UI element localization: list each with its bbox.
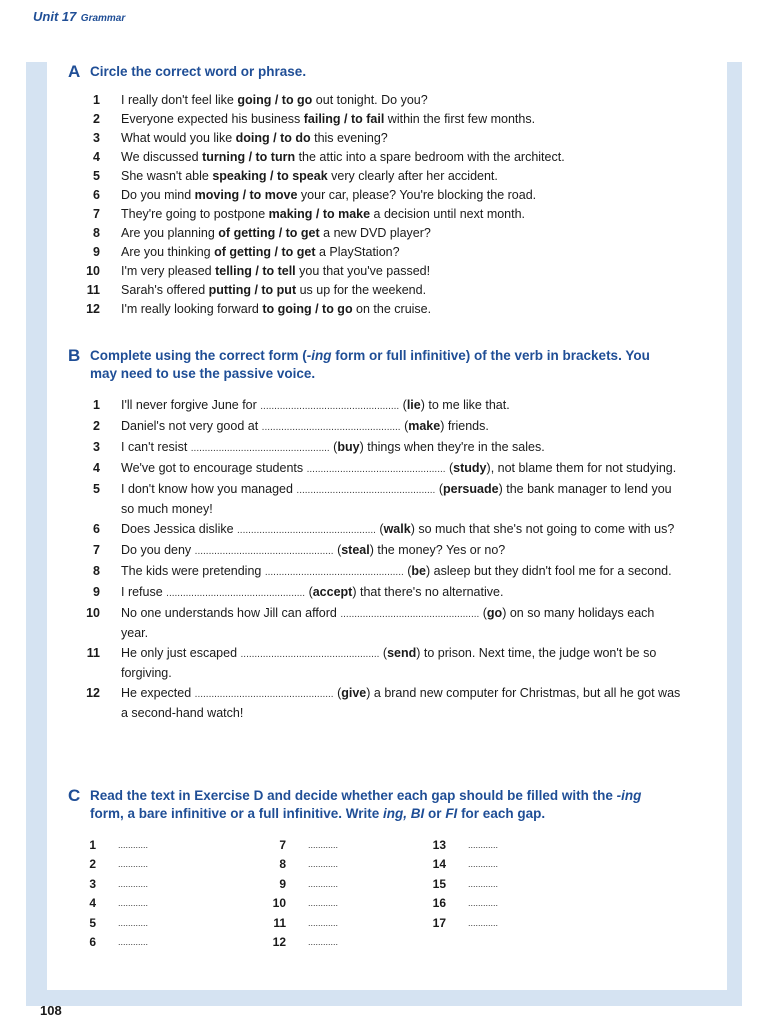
- sentence-end: out tonight. Do you?: [312, 93, 428, 107]
- sentence-start: I can't resist: [121, 440, 191, 454]
- gap-number: 11: [273, 915, 286, 930]
- gap-number: 15: [432, 876, 446, 891]
- question-text: No one understands how Jill can afford .................................................. (go) on so many holidays each year.: [121, 606, 655, 640]
- answer-blank[interactable]: ............: [308, 898, 339, 909]
- answer-options[interactable]: to going / to go: [262, 302, 353, 316]
- answer-blank[interactable]: ............: [468, 898, 499, 909]
- question-item: [74, 91, 683, 110]
- question-text: [121, 148, 683, 167]
- sentence-end: asleep but they didn't fool me for a second.: [430, 564, 672, 578]
- answer-column-2: [264, 836, 338, 952]
- answer-blank[interactable]: ............: [308, 840, 339, 850]
- question-number: 8: [93, 564, 100, 578]
- sentence-start: Daniel's not very good at: [121, 419, 262, 433]
- answer-blank[interactable]: ............: [118, 878, 149, 889]
- section-c-title: Read the text in Exercise D and decide whether each gap should be filled with the -ing form, a bare infinitive or a full infinitive. Write ing, BI or FI for each gap.: [90, 788, 642, 821]
- verb-prompt: accept: [312, 585, 353, 599]
- section-a-list: [74, 91, 683, 319]
- answer-gap[interactable]: ..................................................: [240, 649, 380, 660]
- sentence-start: Are you thinking: [121, 245, 215, 259]
- question-number: 2: [93, 112, 100, 126]
- answer-gap[interactable]: ..................................................: [340, 609, 480, 620]
- answer-blank[interactable]: ............: [308, 878, 339, 889]
- section-b-heading: [68, 347, 670, 383]
- gap-number: 14: [432, 857, 446, 872]
- sentence-start: I refuse: [121, 585, 167, 599]
- answer-row: [74, 914, 148, 933]
- question-number: 2: [93, 419, 100, 433]
- question-item: [74, 417, 683, 437]
- sentence-start: She wasn't able: [121, 169, 213, 183]
- question-item: [74, 262, 683, 281]
- verb-prompt: lie: [406, 398, 421, 412]
- section-b-letter: B: [68, 346, 81, 365]
- answer-row: [424, 894, 498, 913]
- question-text: The kids were pretending .................................................. (be) asleep but they didn't fool me for a second.: [121, 564, 672, 578]
- question-text: [121, 167, 683, 186]
- question-text: [121, 281, 683, 300]
- answer-blank[interactable]: ............: [308, 937, 339, 948]
- answer-gap[interactable]: ..................................................: [166, 588, 306, 599]
- answer-blank[interactable]: ............: [468, 840, 499, 850]
- sentence-start: What would you like: [121, 131, 236, 145]
- gap-number: 13: [432, 838, 446, 852]
- sentence-end: your car, please? You're blocking the road.: [297, 188, 537, 202]
- sentence-end: on the cruise.: [352, 302, 432, 316]
- sentence-start: Do you deny: [121, 543, 195, 557]
- answer-row: [264, 836, 338, 855]
- sentence-start: I don't know how you managed: [121, 482, 297, 496]
- question-item: [74, 644, 683, 683]
- answer-gap[interactable]: ..................................................: [264, 567, 404, 578]
- sentence-end: you that you've passed!: [295, 264, 431, 278]
- question-number: 9: [93, 585, 100, 599]
- section-b-list: [74, 396, 683, 724]
- question-number: 1: [93, 93, 100, 107]
- answer-options[interactable]: speaking / to speak: [212, 169, 328, 183]
- question-text: We've got to encourage students .................................................. (study), not blame them for not studying.: [121, 461, 677, 475]
- sentence-end: a new DVD player?: [319, 226, 431, 240]
- answer-blank[interactable]: ............: [118, 917, 149, 928]
- answer-column-1: [74, 836, 148, 952]
- question-number: 7: [93, 543, 100, 557]
- sentence-end: friends.: [444, 419, 489, 433]
- gap-number: 6: [89, 935, 96, 950]
- question-item: [74, 520, 683, 540]
- sentence-start: I really don't feel like: [121, 93, 238, 107]
- question-text: I refuse .................................................. (accept) that there's no alternative.: [121, 585, 504, 599]
- answer-blank[interactable]: ............: [308, 917, 339, 928]
- question-text: [121, 91, 683, 110]
- answer-row: [424, 914, 498, 933]
- gap-number: 1: [89, 838, 96, 852]
- answer-gap[interactable]: ..................................................: [194, 689, 334, 700]
- answer-row: [74, 836, 148, 855]
- question-item: [74, 300, 683, 319]
- page-number: 108: [40, 1003, 62, 1018]
- question-text: I don't know how you managed .................................................. (persuade) the bank manager to lend you so much money!: [121, 482, 672, 516]
- answer-row: [424, 836, 498, 855]
- answer-options[interactable]: failing / to fail: [303, 112, 385, 126]
- answer-row: [264, 914, 338, 933]
- answer-row: [264, 933, 338, 952]
- question-number: 10: [86, 606, 100, 620]
- question-item: [74, 129, 683, 148]
- section-c-heading: [68, 787, 670, 823]
- sentence-start: Everyone expected his business: [121, 112, 304, 126]
- question-number: 6: [93, 522, 100, 536]
- question-item: [74, 224, 683, 243]
- question-text: I'll never forgive June for .................................................. (lie) to me like that.: [121, 398, 510, 412]
- verb-prompt: be: [411, 564, 426, 578]
- question-number: 7: [93, 207, 100, 221]
- sentence-end: a decision until next month.: [370, 207, 526, 221]
- section-b-title: Complete using the correct form (-ing form or full infinitive) of the verb in brackets. You may need to use the passive voice.: [90, 348, 650, 381]
- answer-blank[interactable]: ............: [118, 840, 149, 850]
- gap-number: 2: [89, 857, 96, 872]
- question-text: He expected .................................................. (give) a brand new computer for Christmas, but all he got was a second-hand watch!: [121, 686, 681, 720]
- sentence-start: I'm very pleased: [121, 264, 216, 278]
- answer-row: [74, 933, 148, 952]
- sentence-start: He expected: [121, 686, 195, 700]
- question-text: Do you deny .................................................. (steal) the money? Yes or no?: [121, 543, 506, 557]
- question-text: Does Jessica dislike .................................................. (walk) so much that she's not going to come with us?: [121, 522, 675, 536]
- question-item: [74, 480, 683, 519]
- answer-gap[interactable]: ..................................................: [261, 422, 401, 433]
- question-item: [74, 604, 683, 643]
- question-item: [74, 684, 683, 723]
- sentence-end: so much that she's not going to come with us?: [414, 522, 675, 536]
- answer-options[interactable]: of getting / to get: [218, 226, 320, 240]
- question-item: [74, 459, 683, 479]
- verb-prompt: send: [387, 646, 417, 660]
- question-text: [121, 186, 683, 205]
- question-text: Daniel's not very good at .................................................. (make) friends.: [121, 419, 489, 433]
- sentence-end: to me like that.: [424, 398, 510, 412]
- answer-column-3: [424, 836, 498, 933]
- question-number: 8: [93, 226, 100, 240]
- question-text: [121, 224, 683, 243]
- sentence-end: that there's no alternative.: [356, 585, 504, 599]
- sentence-start: No one understands how Jill can afford: [121, 606, 341, 620]
- sentence-end: very clearly after her accident.: [327, 169, 498, 183]
- sentence-start: I'll never forgive June for: [121, 398, 261, 412]
- answer-options[interactable]: moving / to move: [194, 188, 298, 202]
- verb-prompt: study: [453, 461, 487, 475]
- sentence-end: a PlayStation?: [315, 245, 400, 259]
- section-a-heading: [68, 63, 670, 81]
- answer-gap[interactable]: ..................................................: [306, 464, 446, 475]
- sentence-start: Do you mind: [121, 188, 195, 202]
- sentence-start: I'm really looking forward: [121, 302, 263, 316]
- answer-gap[interactable]: ..................................................: [296, 485, 436, 496]
- question-number: 9: [93, 245, 100, 259]
- gap-number: 16: [432, 896, 446, 911]
- sentence-end: a brand new computer for Christmas, but all he got was a second-hand watch!: [121, 686, 681, 720]
- question-item: [74, 205, 683, 224]
- sentence-end: us up for the weekend.: [296, 283, 427, 297]
- question-number: 11: [86, 283, 100, 297]
- sentence-end: the bank manager to lend you so much money!: [121, 482, 672, 516]
- verb-prompt: steal: [341, 543, 370, 557]
- question-text: [121, 300, 683, 319]
- question-text: [121, 205, 683, 224]
- question-text: [121, 129, 683, 148]
- section-a-title: Circle the correct word or phrase.: [90, 64, 307, 79]
- question-text: [121, 262, 683, 281]
- answer-options[interactable]: turning / to turn: [202, 150, 296, 164]
- verb-prompt: give: [341, 686, 367, 700]
- question-item: [74, 562, 683, 582]
- gap-number: 3: [89, 876, 96, 891]
- answer-row: [74, 855, 148, 874]
- question-number: 4: [93, 461, 100, 475]
- question-item: [74, 396, 683, 416]
- question-number: 3: [93, 131, 100, 145]
- sentence-end: this evening?: [310, 131, 388, 145]
- question-number: 6: [93, 188, 100, 202]
- verb-prompt: go: [486, 606, 503, 620]
- question-number: 3: [93, 440, 100, 454]
- question-item: [74, 281, 683, 300]
- question-text: [121, 243, 683, 262]
- sentence-end: to prison. Next time, the judge won't be so forgiving.: [121, 646, 657, 680]
- verb-prompt: persuade: [442, 482, 499, 496]
- section-a-letter: A: [68, 62, 81, 81]
- sentence-end: , not blame them for not studying.: [490, 461, 677, 475]
- sentence-end: the money? Yes or no?: [373, 543, 506, 557]
- sentence-start: They're going to postpone: [121, 207, 269, 221]
- unit-label: Unit 17: [33, 9, 77, 24]
- section-c-letter: C: [68, 786, 81, 805]
- question-text: [121, 110, 683, 129]
- answer-gap[interactable]: ..................................................: [237, 525, 376, 536]
- answer-gap[interactable]: ..................................................: [194, 546, 334, 557]
- question-item: [74, 541, 683, 561]
- verb-prompt: buy: [337, 440, 360, 454]
- gap-number: 5: [89, 915, 96, 930]
- sentence-end: the attic into a spare bedroom with the architect.: [295, 150, 565, 164]
- question-number: 11: [86, 646, 100, 660]
- gap-number: 17: [432, 915, 446, 930]
- answer-options[interactable]: making / to make: [268, 207, 371, 221]
- gap-number: 10: [272, 896, 286, 911]
- answer-blank[interactable]: ............: [468, 878, 499, 889]
- unit-header: [33, 8, 125, 26]
- answer-options[interactable]: doing / to do: [235, 131, 311, 145]
- answer-options[interactable]: telling / to tell: [215, 264, 296, 278]
- answer-blank[interactable]: ............: [118, 859, 149, 870]
- unit-section: Grammar: [80, 13, 126, 24]
- verb-prompt: make: [408, 419, 441, 433]
- question-item: [74, 583, 683, 603]
- question-number: 5: [93, 482, 100, 496]
- answer-options[interactable]: going / to go: [237, 93, 313, 107]
- sentence-end: within the first few months.: [384, 112, 536, 126]
- sentence-start: Does Jessica dislike: [121, 522, 238, 536]
- answer-blank[interactable]: ............: [118, 898, 149, 909]
- answer-gap[interactable]: ..................................................: [260, 401, 400, 412]
- gap-number: 4: [89, 896, 96, 911]
- question-number: 12: [86, 302, 100, 316]
- answer-row: [264, 855, 338, 874]
- sentence-start: We've got to encourage students: [121, 461, 307, 475]
- answer-blank[interactable]: ............: [118, 937, 149, 948]
- sentence-end: on so many holidays each year.: [121, 606, 655, 640]
- question-text: I can't resist .................................................. (buy) things when they're in the sales.: [121, 440, 545, 454]
- gap-number: 7: [279, 838, 286, 852]
- gap-number: 12: [272, 935, 286, 950]
- answer-blank[interactable]: ............: [308, 859, 339, 870]
- sentence-start: Are you planning: [121, 226, 219, 240]
- sentence-start: The kids were pretending: [121, 564, 265, 578]
- question-item: [74, 110, 683, 129]
- question-text: He only just escaped .................................................. (send) to prison. Next time, the judge won't be so forgiving.: [121, 646, 657, 680]
- question-item: [74, 167, 683, 186]
- answer-blank[interactable]: ............: [468, 917, 499, 928]
- question-item: [74, 186, 683, 205]
- gap-number: 8: [279, 857, 286, 872]
- sentence-start: Sarah's offered: [121, 283, 209, 297]
- sentence-start: He only just escaped: [121, 646, 241, 660]
- sentence-start: We discussed: [121, 150, 203, 164]
- answer-options[interactable]: putting / to put: [208, 283, 297, 297]
- question-number: 5: [93, 169, 100, 183]
- answer-row: [74, 894, 148, 913]
- question-number: 12: [86, 686, 100, 700]
- answer-gap[interactable]: ..................................................: [190, 443, 330, 454]
- question-number: 4: [93, 150, 100, 164]
- answer-row: [424, 875, 498, 894]
- answer-row: [264, 894, 338, 913]
- question-item: [74, 148, 683, 167]
- sentence-end: things when they're in the sales.: [363, 440, 545, 454]
- answer-blank[interactable]: ............: [468, 859, 499, 870]
- answer-row: [264, 875, 338, 894]
- verb-prompt: walk: [383, 522, 411, 536]
- answer-row: [74, 875, 148, 894]
- question-number: 1: [93, 398, 100, 412]
- question-item: [74, 438, 683, 458]
- question-number: 10: [86, 264, 100, 278]
- answer-row: [424, 855, 498, 874]
- answer-options[interactable]: of getting / to get: [214, 245, 316, 259]
- question-item: [74, 243, 683, 262]
- gap-number: 9: [279, 876, 286, 891]
